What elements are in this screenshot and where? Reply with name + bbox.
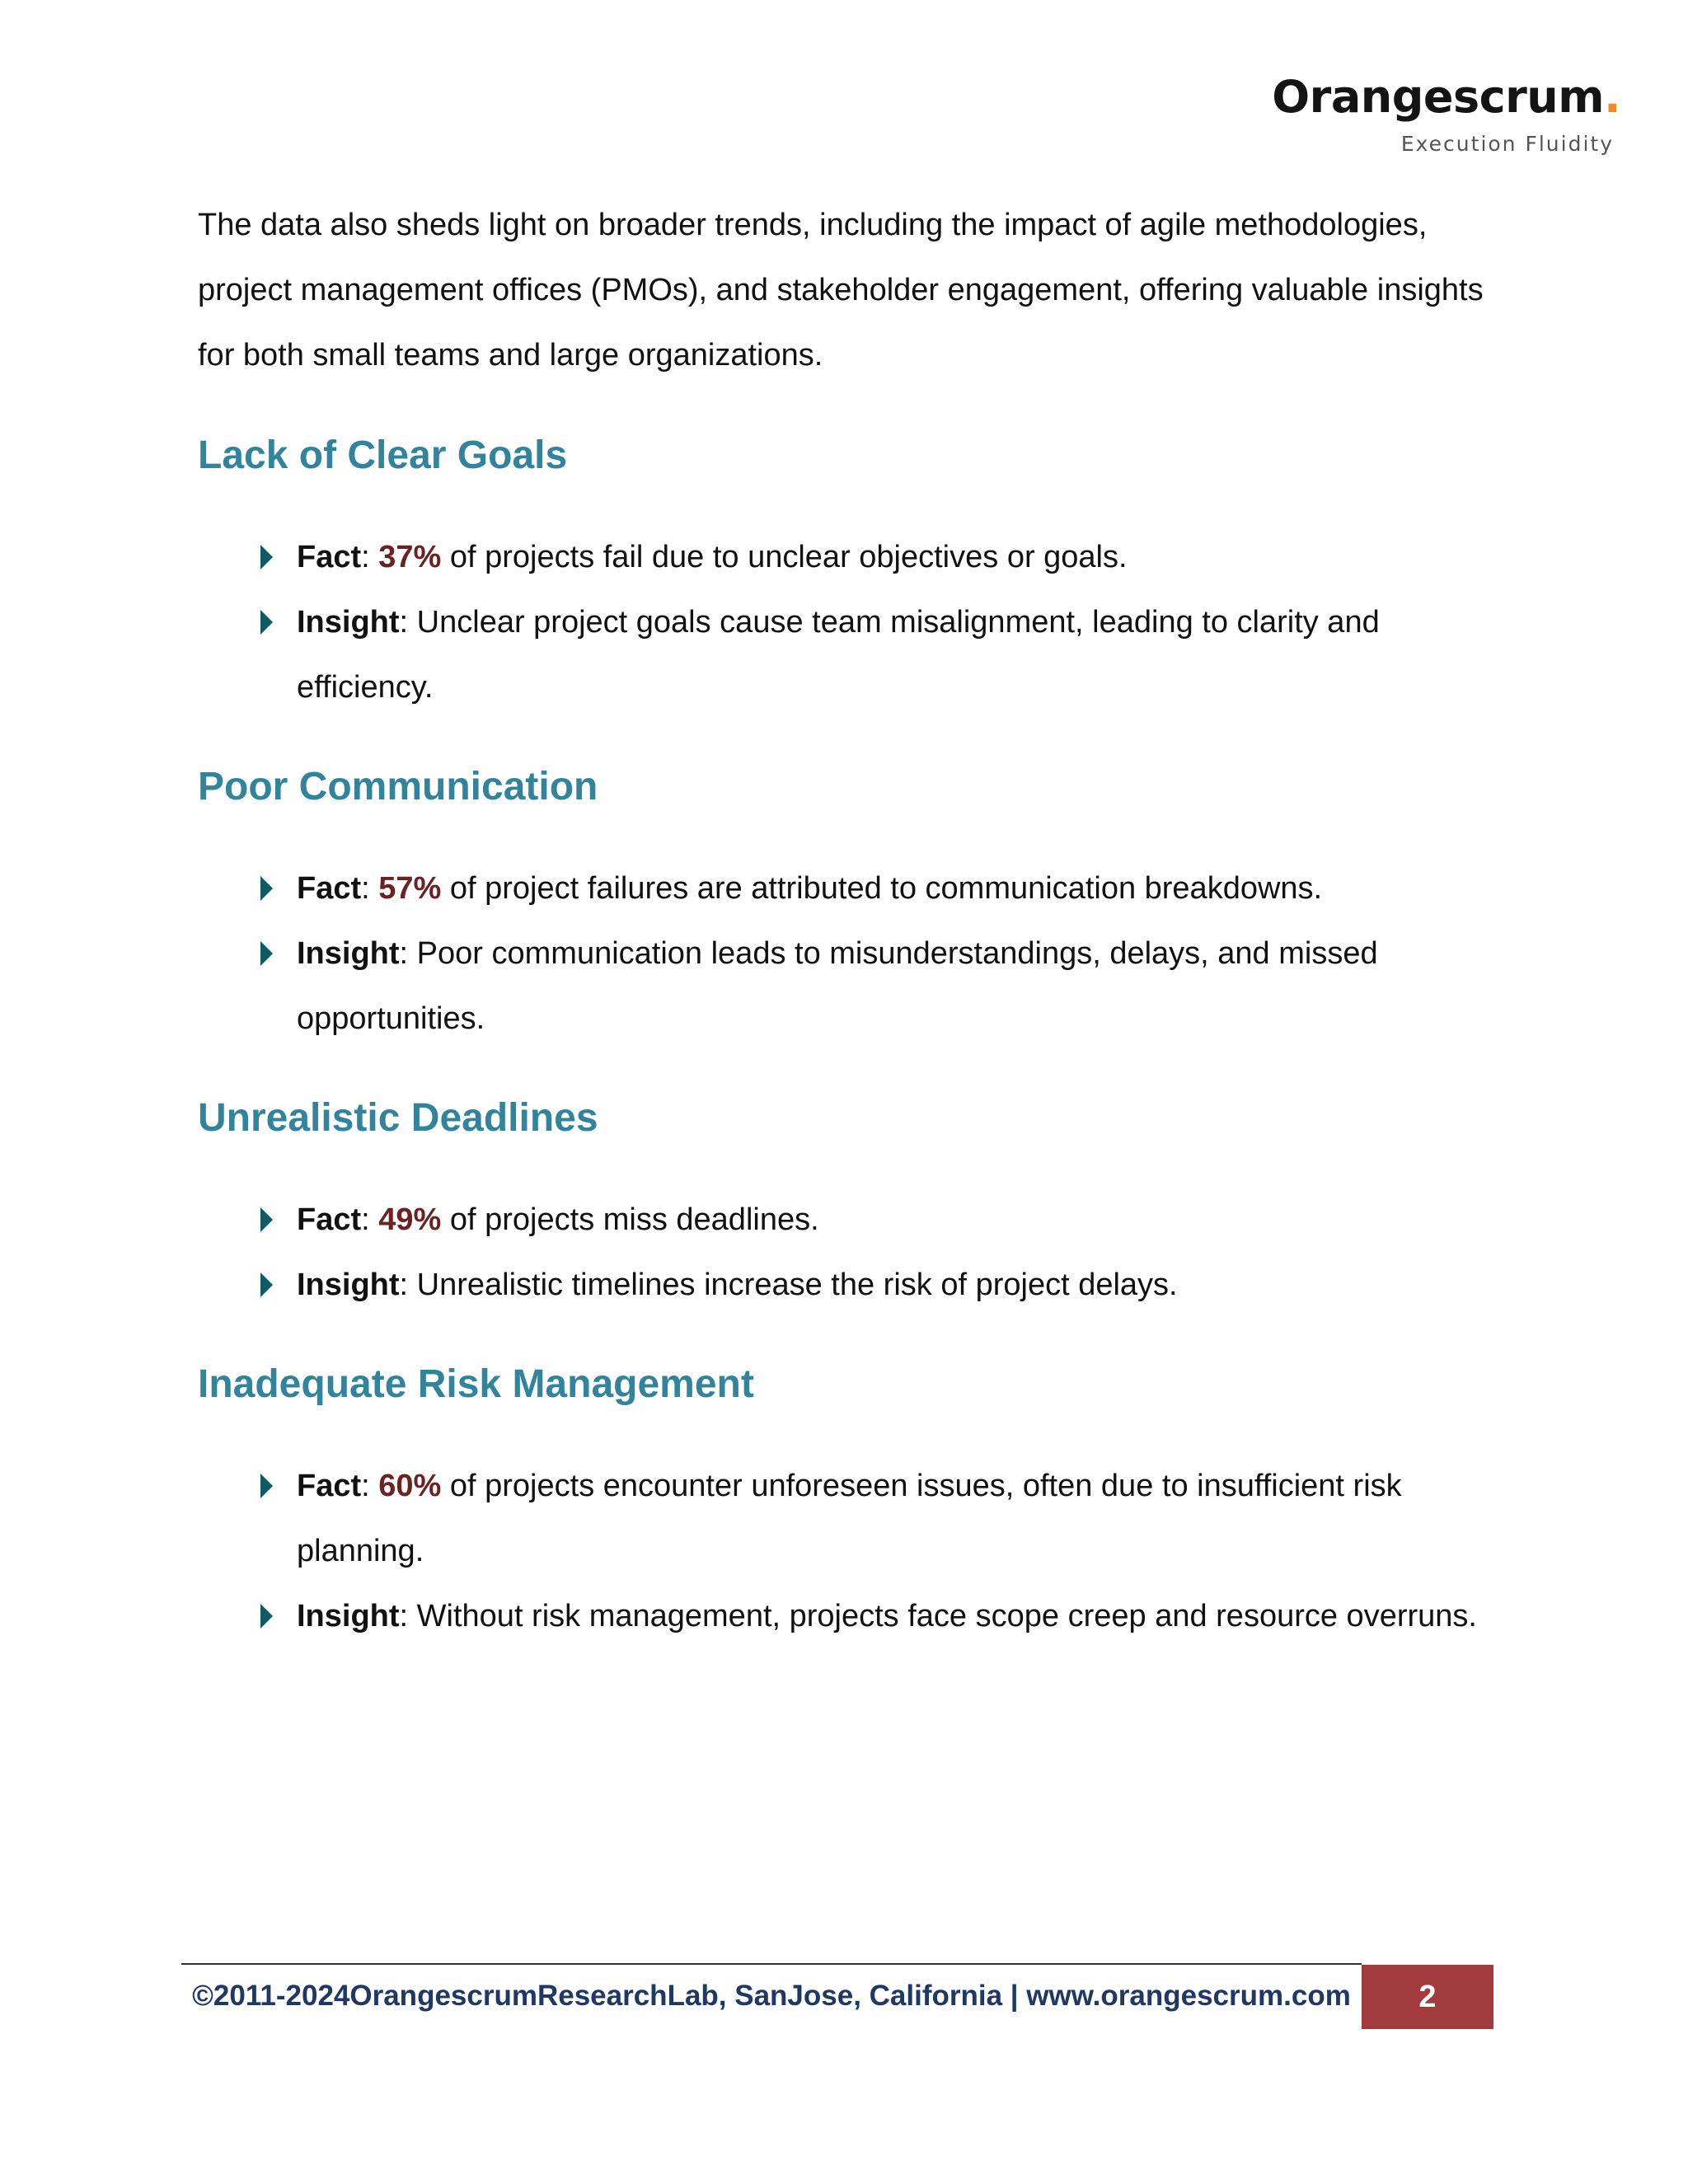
item-text: of project failures are attributed to communication breakdowns.: [441, 871, 1323, 906]
logo-word-text: Orangescrum: [1272, 71, 1604, 123]
item-label: Insight: [297, 1268, 400, 1302]
item-separator: :: [361, 1469, 379, 1503]
section-poor-communication: [198, 758, 1484, 1052]
item-percent: 57%: [378, 871, 442, 906]
item-percent: 60%: [378, 1469, 442, 1503]
triangle-right-icon: [260, 610, 273, 635]
triangle-right-icon: [260, 1207, 273, 1232]
list-item-insight: [198, 1253, 1484, 1318]
triangle-right-icon: [260, 941, 273, 966]
item-percent: 37%: [378, 540, 442, 574]
list-item-fact: [198, 1454, 1484, 1584]
page-number-badge: 2: [1362, 1965, 1493, 2029]
item-separator: :: [399, 605, 417, 640]
item-text: Poor communication leads to misunderstandings, delays, and missed opportunities.: [297, 936, 1378, 1036]
section-title: Inadequate Risk Management: [198, 1362, 754, 1406]
item-label: Fact: [297, 871, 362, 906]
bullet-list: [198, 1454, 1484, 1649]
item-text: of projects fail due to unclear objectives or goals.: [441, 540, 1128, 574]
bullet-list: [198, 525, 1484, 720]
item-separator: :: [361, 871, 379, 906]
orangescrum-logo: [1272, 68, 1620, 166]
item-separator: :: [399, 1599, 417, 1633]
item-separator: :: [361, 1202, 379, 1237]
list-item-insight: [198, 921, 1484, 1052]
list-item-insight: [198, 1584, 1484, 1649]
logo-dot: .: [1603, 71, 1620, 123]
item-text: of projects encounter unforeseen issues, often due to insufficient risk planning.: [297, 1469, 1402, 1568]
item-label: Fact: [297, 1469, 362, 1503]
footer-divider: [181, 1963, 1362, 1965]
triangle-right-icon: [260, 876, 273, 901]
bullet-list: [198, 856, 1484, 1052]
section-title: Poor Communication: [198, 765, 598, 808]
footer-copyright: ©2011-2024OrangescrumResearchLab, SanJose, California | www.orangescrum.com: [192, 1980, 1351, 2012]
item-text: Without risk management, projects face scope creep and resource overruns.: [416, 1599, 1477, 1633]
item-text: Unclear project goals cause team misalignment, leading to clarity and efficiency.: [297, 605, 1380, 705]
triangle-right-icon: [260, 545, 273, 569]
section-title: Unrealistic Deadlines: [198, 1096, 598, 1140]
intro-paragraph: The data also sheds light on broader trends, including the impact of agile methodologies, project management offices (PMOs), and stakeholder engagement, offering valuable insights for both small teams and large organizations.: [198, 208, 1484, 373]
list-item-insight: [198, 590, 1484, 720]
bullet-list: [198, 1188, 1484, 1318]
triangle-right-icon: [260, 1272, 273, 1297]
item-label: Fact: [297, 1202, 362, 1237]
logo-wordmark: [1272, 68, 1620, 127]
item-label: Insight: [297, 1599, 400, 1633]
section-title: Lack of Clear Goals: [198, 434, 568, 477]
section-lack-of-clear-goals: [198, 427, 1484, 720]
item-separator: :: [361, 540, 379, 574]
document-body: [198, 193, 1484, 1649]
item-label: Insight: [297, 605, 400, 640]
item-separator: :: [399, 936, 417, 971]
item-text: Unrealistic timelines increase the risk of project delays.: [416, 1268, 1178, 1302]
item-text: of projects miss deadlines.: [441, 1202, 819, 1237]
section-unrealistic-deadlines: [198, 1090, 1484, 1318]
list-item-fact: [198, 1188, 1484, 1253]
triangle-right-icon: [260, 1474, 273, 1498]
list-item-fact: [198, 856, 1484, 921]
triangle-right-icon: [260, 1604, 273, 1629]
section-inadequate-risk-management: [198, 1356, 1484, 1649]
item-label: Insight: [297, 936, 400, 971]
item-percent: 49%: [378, 1202, 442, 1237]
logo-tagline: Execution Fluidity: [1400, 132, 1614, 156]
item-separator: :: [399, 1268, 417, 1302]
list-item-fact: [198, 525, 1484, 590]
item-label: Fact: [297, 540, 362, 574]
